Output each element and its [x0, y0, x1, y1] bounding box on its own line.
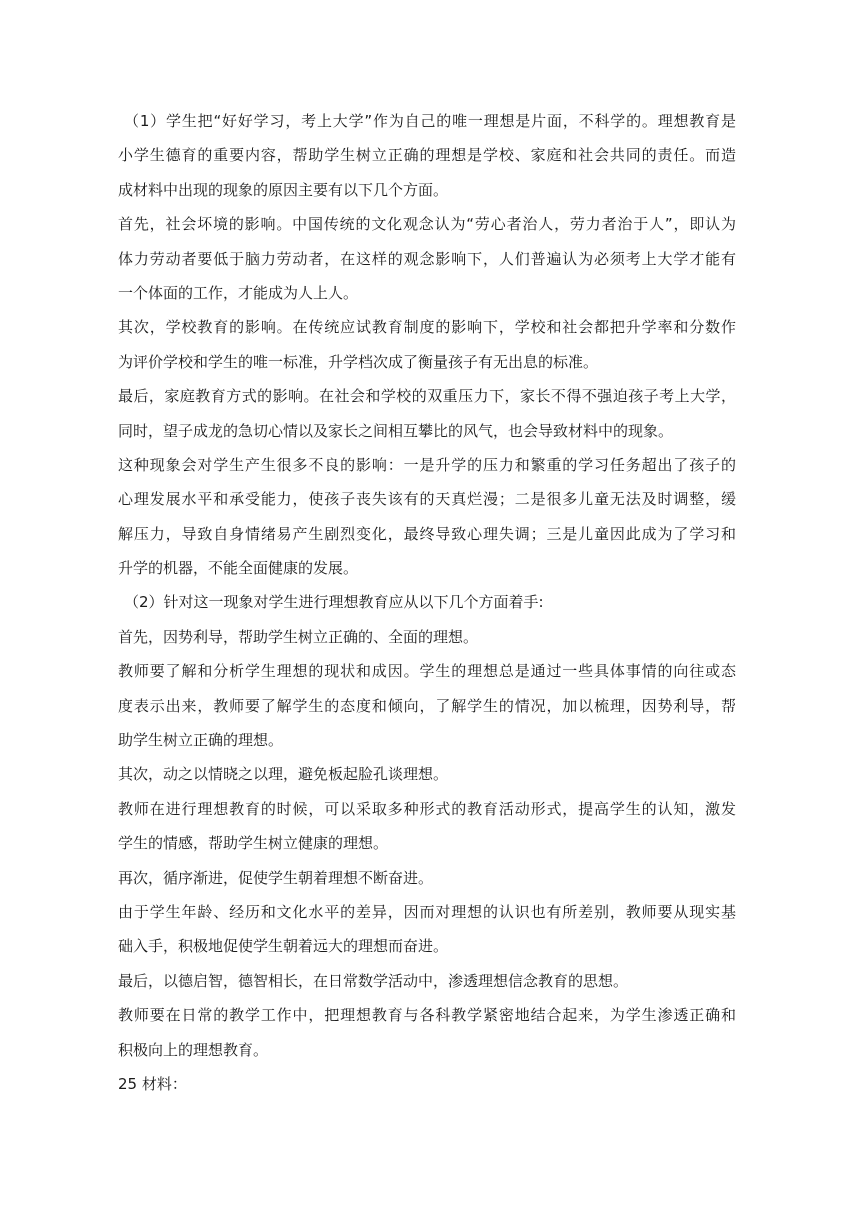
text-line: 其次，学校教育的影响。在传统应试教育制度的影响下，学校和社会都把升学率和分数作	[118, 318, 736, 337]
text-line: 为评价学校和学生的唯一标准，升学档次成了衡量孩子有无出息的标准。	[118, 352, 599, 371]
text-line: 由于学生年龄、经历和文化水平的差异，因而对理想的认识也有所差别，教师要从现实基	[118, 902, 736, 921]
text-line: 升学的机器，不能全面健康的发展。	[118, 559, 359, 578]
text-line: （2）针对这一现象对学生进行理想教育应从以下几个方面着手:	[124, 593, 544, 612]
text-line: 其次，动之以情晓之以理，避免板起脸孔谈理想。	[118, 765, 449, 784]
document-page	[118, 104, 736, 1101]
text-line: （1）学生把“好好学习，考上大学”作为自己的唯一理想是片面，不科学的。理想教育是	[124, 112, 736, 130]
text-line: 度表示出来，教师要了解学生的态度和倾向，了解学生的情况，加以梳理，因势利导，帮	[118, 696, 736, 715]
text-line: 小学生德育的重要内容，帮助学生树立正确的理想是学校、家庭和社会共同的责任。而造	[118, 146, 736, 165]
text-line: 同时，望子成龙的急切心情以及家长之间相互攀比的风气，也会导致材料中的现象。	[118, 421, 674, 440]
text-line: 础入手，积极地促使学生朝着远大的理想而奋进。	[118, 937, 449, 956]
text-line: 这种现象会对学生产生很多不良的影响：一是升学的压力和繁重的学习任务超出了孩子的	[118, 455, 736, 474]
text-line: 25 材料：	[118, 1074, 187, 1093]
text-line: 积极向上的理想教育。	[118, 1040, 269, 1059]
text-line: 教师要了解和分析学生理想的现状和成因。学生的理想总是通过一些具体事情的向往或态	[118, 662, 736, 681]
text-line: 一个体面的工作，才能成为人上人。	[118, 283, 359, 302]
text-line: 教师在进行理想教育的时候，可以采取多种形式的教育活动形式，提高学生的认知，激发	[118, 799, 736, 818]
text-line: 成材料中出现的现象的原因主要有以下几个方面。	[118, 180, 449, 199]
text-line: 再次，循序渐进，促使学生朝着理想不断奋进。	[118, 868, 434, 887]
text-line: 体力劳动者要低于脑力劳动者，在这样的观念影响下，人们普遍认为必须考上大学才能有	[118, 249, 736, 268]
text-line: 首先，社会坏境的影响。中国传统的文化观念认为“劳心者治人，劳力者治于人”，即认为	[118, 215, 736, 234]
text-line: 助学生树立正确的理想。	[118, 731, 284, 750]
text-line: 学生的情感，帮助学生树立健康的理想。	[118, 834, 389, 853]
text-line: 心理发展水平和承受能力，使孩子丧失该有的天真烂漫；二是很多儿童无法及时调整，缓	[118, 490, 736, 509]
text-line: 首先，因势利导，帮助学生树立正确的、全面的理想。	[118, 627, 479, 646]
text-line: 最后，家庭教育方式的影响。在社会和学校的双重压力下，家长不得不强迫孩子考上大学，	[118, 387, 736, 406]
text-line: 最后，以德启智，德智相长，在日常数学活动中，渗透理想信念教育的思想。	[118, 971, 629, 990]
text-line: 教师要在日常的教学工作中，把理想教育与各科教学紧密地结合起来，为学生渗透正确和	[118, 1006, 736, 1025]
text-line: 解压力，导致自身情绪易产生剧烈变化，最终导致心理失调；三是儿童因此成为了学习和	[118, 524, 736, 543]
